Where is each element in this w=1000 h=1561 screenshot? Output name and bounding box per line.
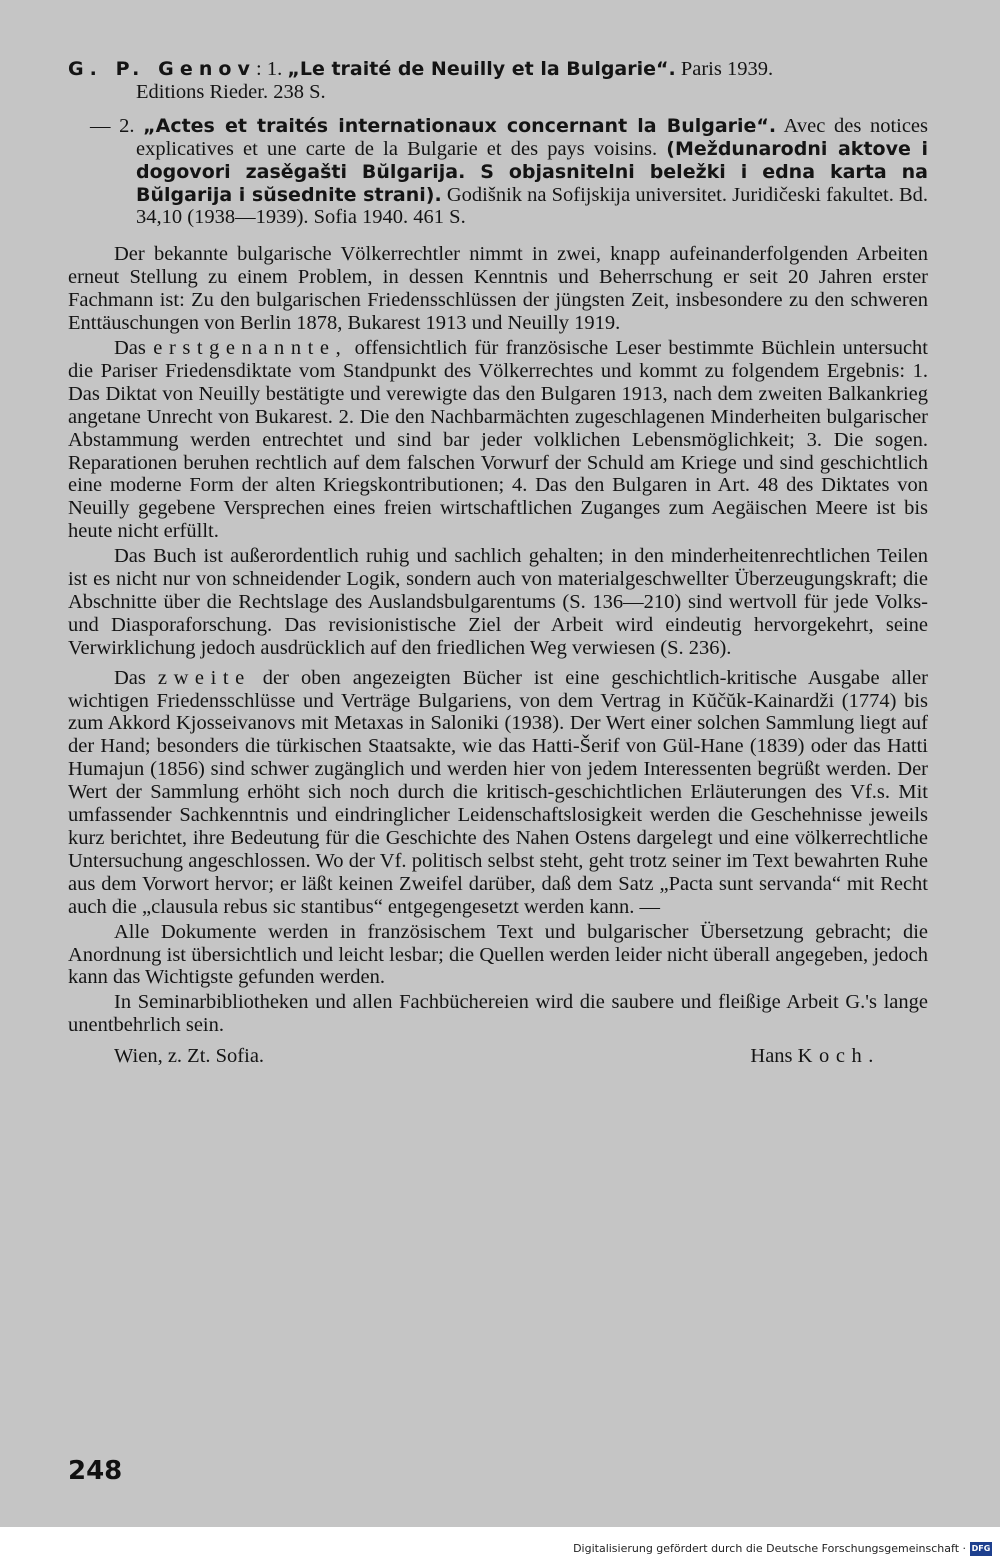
bib-description: Avec des notices explicatives et une carte de la Bulgarie et des pays voisins. (136, 114, 929, 160)
bib-series: Godišnik na Sofijskija universitet. Juridičeski fakultet. Bd. 34,10 (1938—1939). Sofia 1940. 461 S. (136, 183, 929, 229)
footer-bar (0, 1527, 1000, 1561)
reviewer-last-name: Koch. (797, 1045, 880, 1068)
bib-number: 2. (119, 114, 135, 137)
spaced-emphasis: zweite (157, 666, 251, 689)
bib-author: G. P. Genov (68, 58, 257, 80)
paragraph-text: der oben angezeigten Bücher ist eine geschichtlich-kritische Ausgabe aller wichtigen Friedensschlüsse und Verträge Bulgariens, von dem Vertrag in Kŭčŭk-Kainardži (1774) bis zum Akkord Kjosseivanovs mit Metaxas in Saloniki (1938). Der Wert einer solchen Sammlung liegt auf der Hand; besonders die türkischen Staatsakte, wie das Hatti-Šerif von Gül-Hane (1839) oder das Hatti Humajun (1856) sind schwer zugänglich und werden hier von jedem Interessenten begrüßt werden. Der Wert der Sammlung erhöht sich noch durch die kritisch-geschichtlichen Erläuterungen des Vf.s. Mit umfassender Sachkenntnis und eindringlicher Leidenschaftslosigkeit werden die Geschehnisse jeweils kurz berichtet, ihre Bedeutung für die Geschichte des Nahen Ostens dargelegt und eine völkerrechtliche Untersuchung angeschlossen. Wo der Vf. politisch selbst steht, geht trotz seiner im Text bewahrten Ruhe aus dem Vorwort hervor; er läßt keinen Zweifel darüber, daß dem Satz „Pacta sunt servanda“ mit Recht auch die „clausula rebus sic stantibus“ entgegengesetzt werden kann. — (68, 666, 929, 918)
place-date: Wien, z. Zt. Sofia. (114, 1045, 265, 1068)
reviewer-name (750, 1045, 880, 1068)
review-paragraph (68, 337, 928, 543)
bib-number: 1. (266, 58, 283, 80)
page-number: 248 (68, 1456, 123, 1486)
paragraph-lead: Das (114, 666, 146, 689)
review-paragraph: Der bekannte bulgarische Völkerrechtler nimmt in zwei, knapp aufeinanderfolgenden Arbeiten erneut Stellung zu einem Problem, in dessen Kenntnis und Beherrschung er seit 20 Jahren erster Fachmann ist: Zu den bulgarischen Friedensschlüssen der jüngsten Zeit, insbesondere zu den schweren Enttäuschungen von Berlin 1878, Bukarest 1913 und Neuilly 1919. (68, 243, 928, 335)
paragraph-lead: Das (114, 336, 146, 359)
spaced-emphasis: erstgenannte, (153, 336, 348, 359)
bib-title: „Le traité de Neuilly et la Bulgarie“. (287, 58, 676, 80)
review-paragraph: Alle Dokumente werden in französischem Text und bulgarischer Übersetzung gebracht; die Anordnung ist übersichtlich und leicht lesbar; die Quellen werden leider nicht überall angegeben, jedoch kann das Wichtigste gefunden werden. (68, 920, 928, 989)
paragraph-text: offensichtlich für französische Leser bestimmte Büchlein untersucht die Pariser Friedensdiktate vom Standpunkt des Völkerrechtes und kommt zu folgendem Ergebnis: 1. Das Diktat von Neuilly bestätigte und verewigte das den Bulgaren 1913, nach dem zweiten Balkankrieg angetane Unrecht von Bukarest. 2. Die den Nachbarmächten zugeschlagenen Minderheiten bulgarischer Abstammung werden entrechtet und sind bar jeder volklichen Lebensmöglichkeit; 3. Die sogen. Reparationen beruhen rechtlich auf dem falschen Vorwurf der Schuld am Kriege und sind geschichtlich eine moderne Form der alten Kriegskontributionen; 4. Das den Bulgaren in Art. 48 des Diktates von Neuilly gegebene Versprechen eines freien wirtschaftlichen Zuganges zum Aegäischen Meere ist bis heute nicht erfüllt. (68, 336, 929, 543)
bib-dash: — (90, 114, 111, 137)
bib-imprint-publisher (68, 81, 928, 104)
document-page (68, 58, 928, 1075)
signature-line (68, 1045, 928, 1075)
reviewer-first-name: Hans (750, 1045, 793, 1068)
review-paragraph (68, 667, 928, 919)
review-body (68, 243, 928, 1037)
bib-bulgarian-title: (Meždunarodni aktove i dogovori zasěgašti Bŭlgarija. S objasnitelni beležki i edna karta na Bŭlgarija i sŭsednite strani). (136, 137, 928, 206)
bib-imprint: Paris 1939. (680, 58, 774, 80)
review-paragraph: In Seminarbibliotheken und allen Fachbüchereien wird die saubere und fleißige Arbeit G.'s lange unentbehrlich sein. (68, 991, 928, 1037)
bibliography-entry-2 (68, 115, 928, 230)
dfg-logo-icon: DFG (970, 1542, 992, 1556)
review-paragraph: Das Buch ist außerordentlich ruhig und sachlich gehalten; in den minderheitenrechtlichen Teilen ist es nicht nur von schneidender Logik, sondern auch von materialgeschwellter Überzeugungskraft; die Abschnitte über die Rechtslage des Auslandsbulgarentums (S. 136—210) sind wertvoll für jede Volks- und Diasporaforschung. Das revisionistische Ziel der Arbeit wird eindeutig hervorgekehrt, seine Verwirklichung jedoch ausdrücklich auf den friedlichen Weg verwiesen (S. 236). (68, 545, 928, 659)
bibliography-entry-1: G. P. Genov: 1. „Le traité de Neuilly et la Bulgarie“. Paris 1939. Editions Rieder. 238 S. (68, 58, 928, 104)
bib-title: „Actes et traités internationaux concernant la Bulgarie“. (143, 114, 777, 137)
bib-publisher-text: Editions Rieder. 238 S. (136, 80, 326, 103)
footer-credit: Digitalisierung gefördert durch die Deutsche Forschungsgemeinschaft · (573, 1542, 966, 1555)
